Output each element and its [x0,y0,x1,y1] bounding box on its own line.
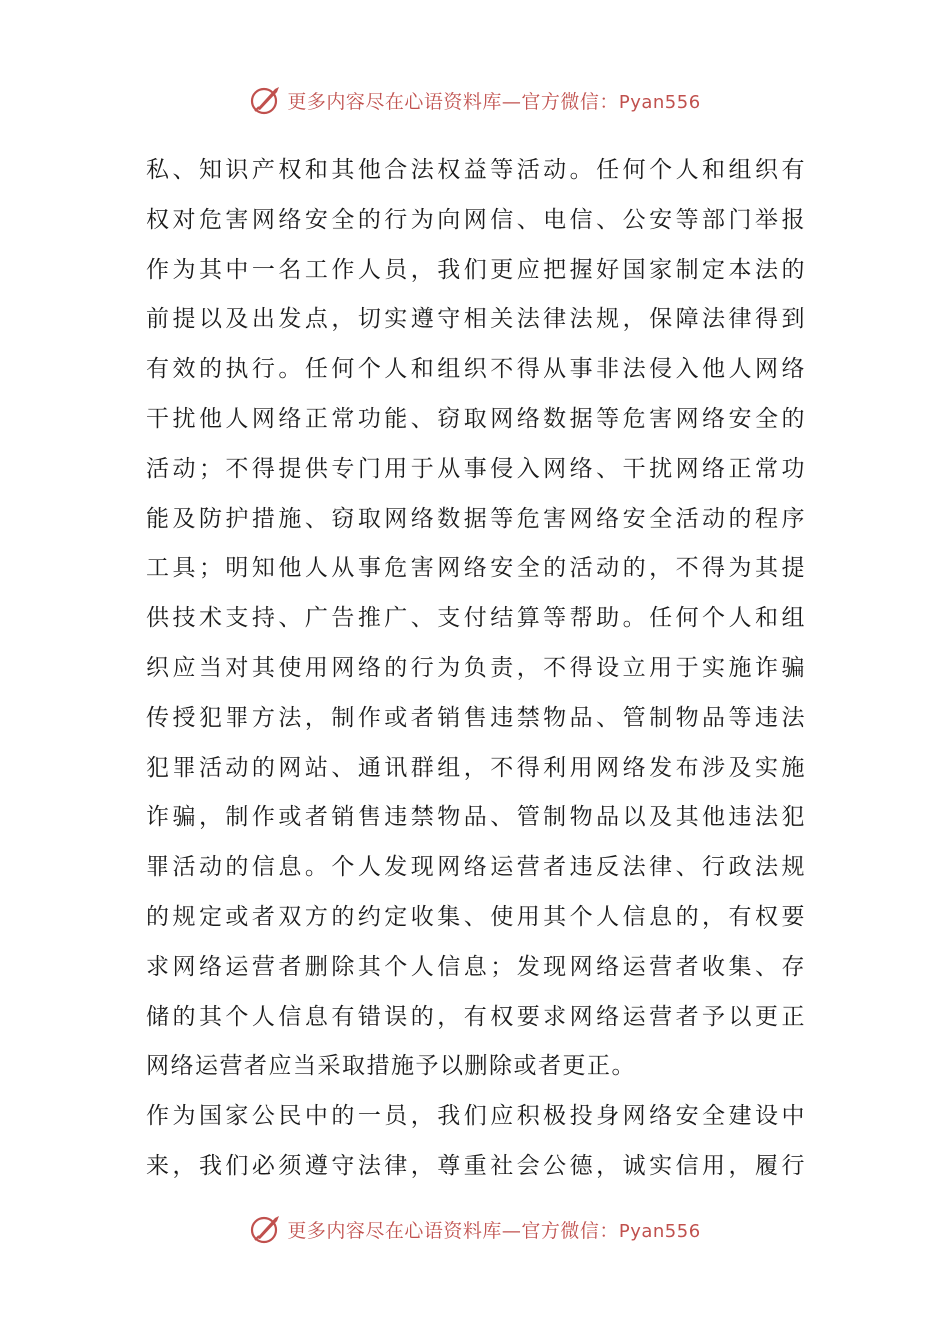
header-banner [0,82,950,118]
text-line: 作为国家公民中的一员，我们应积极投身网络安全建设中 [146,1103,806,1130]
text-line: 罪活动的信息。个人发现网络运营者违反法律、行政法规 [146,854,806,881]
banner-dash: — [501,90,522,113]
banner-dash: — [501,1219,522,1242]
document-body [146,146,806,1192]
footer-banner [0,1211,950,1247]
text-line: 传授犯罪方法，制作或者销售违禁物品、管制物品等违法 [146,704,806,731]
text-line: 求网络运营者删除其个人信息；发现网络运营者收集、存 [146,953,806,980]
text-line: 作为其中一名工作人员，我们更应把握好国家制定本法的 [146,256,806,283]
banner-brand: 更多内容尽在心语资料库 [287,90,502,113]
text-line: 私、知识产权和其他合法权益等活动。任何个人和组织有 [146,157,806,183]
banner-wechat-id: Pyan556 [618,91,701,113]
text-line: 活动；不得提供专门用于从事侵入网络、干扰网络正常功 [146,455,806,482]
banner-wechat-label: 官方微信： [521,1219,619,1242]
text-line: 供技术支持、广告推广、支付结算等帮助。任何个人和组 [146,605,806,632]
text-line: 诈骗，制作或者销售违禁物品、管制物品以及其他违法犯 [146,804,806,831]
text-line: 前提以及出发点，切实遵守相关法律法规，保障法律得到 [146,306,806,333]
banner-wechat-label: 官方微信： [521,90,619,113]
text-line: 犯罪活动的网站、通讯群组，不得利用网络发布涉及实施 [146,754,806,781]
text-line: 储的其个人信息有错误的，有权要求网络运营者予以更正 [146,1003,806,1030]
paragraph-2 [146,1092,806,1192]
text-line: 的规定或者双方的约定收集、使用其个人信息的，有权要 [146,903,806,930]
text-line: 工具；明知他人从事危害网络安全的活动的，不得为其提 [146,555,806,582]
text-line: 织应当对其使用网络的行为负责，不得设立用于实施诈骗 [146,654,806,681]
quill-logo-icon [249,83,283,117]
banner-brand: 更多内容尽在心语资料库 [287,1219,502,1242]
paragraph-1 [146,146,806,1092]
text-line: 有效的执行。任何个人和组织不得从事非法侵入他人网络 [146,356,806,383]
banner-text [287,87,700,114]
text-line: 网络运营者应当采取措施予以删除或者更正。 [146,1053,636,1080]
banner-wechat-id: Pyan556 [618,1220,701,1242]
text-line: 权对危害网络安全的行为向网信、电信、公安等部门举报 [146,206,806,233]
quill-logo-icon [249,1212,283,1246]
text-line: 能及防护措施、窃取网络数据等危害网络安全活动的程序 [146,505,806,532]
text-line: 干扰他人网络正常功能、窃取网络数据等危害网络安全的 [146,405,806,432]
banner-text [287,1216,700,1243]
text-line: 来，我们必须遵守法律，尊重社会公德，诚实信用，履行 [146,1152,806,1179]
